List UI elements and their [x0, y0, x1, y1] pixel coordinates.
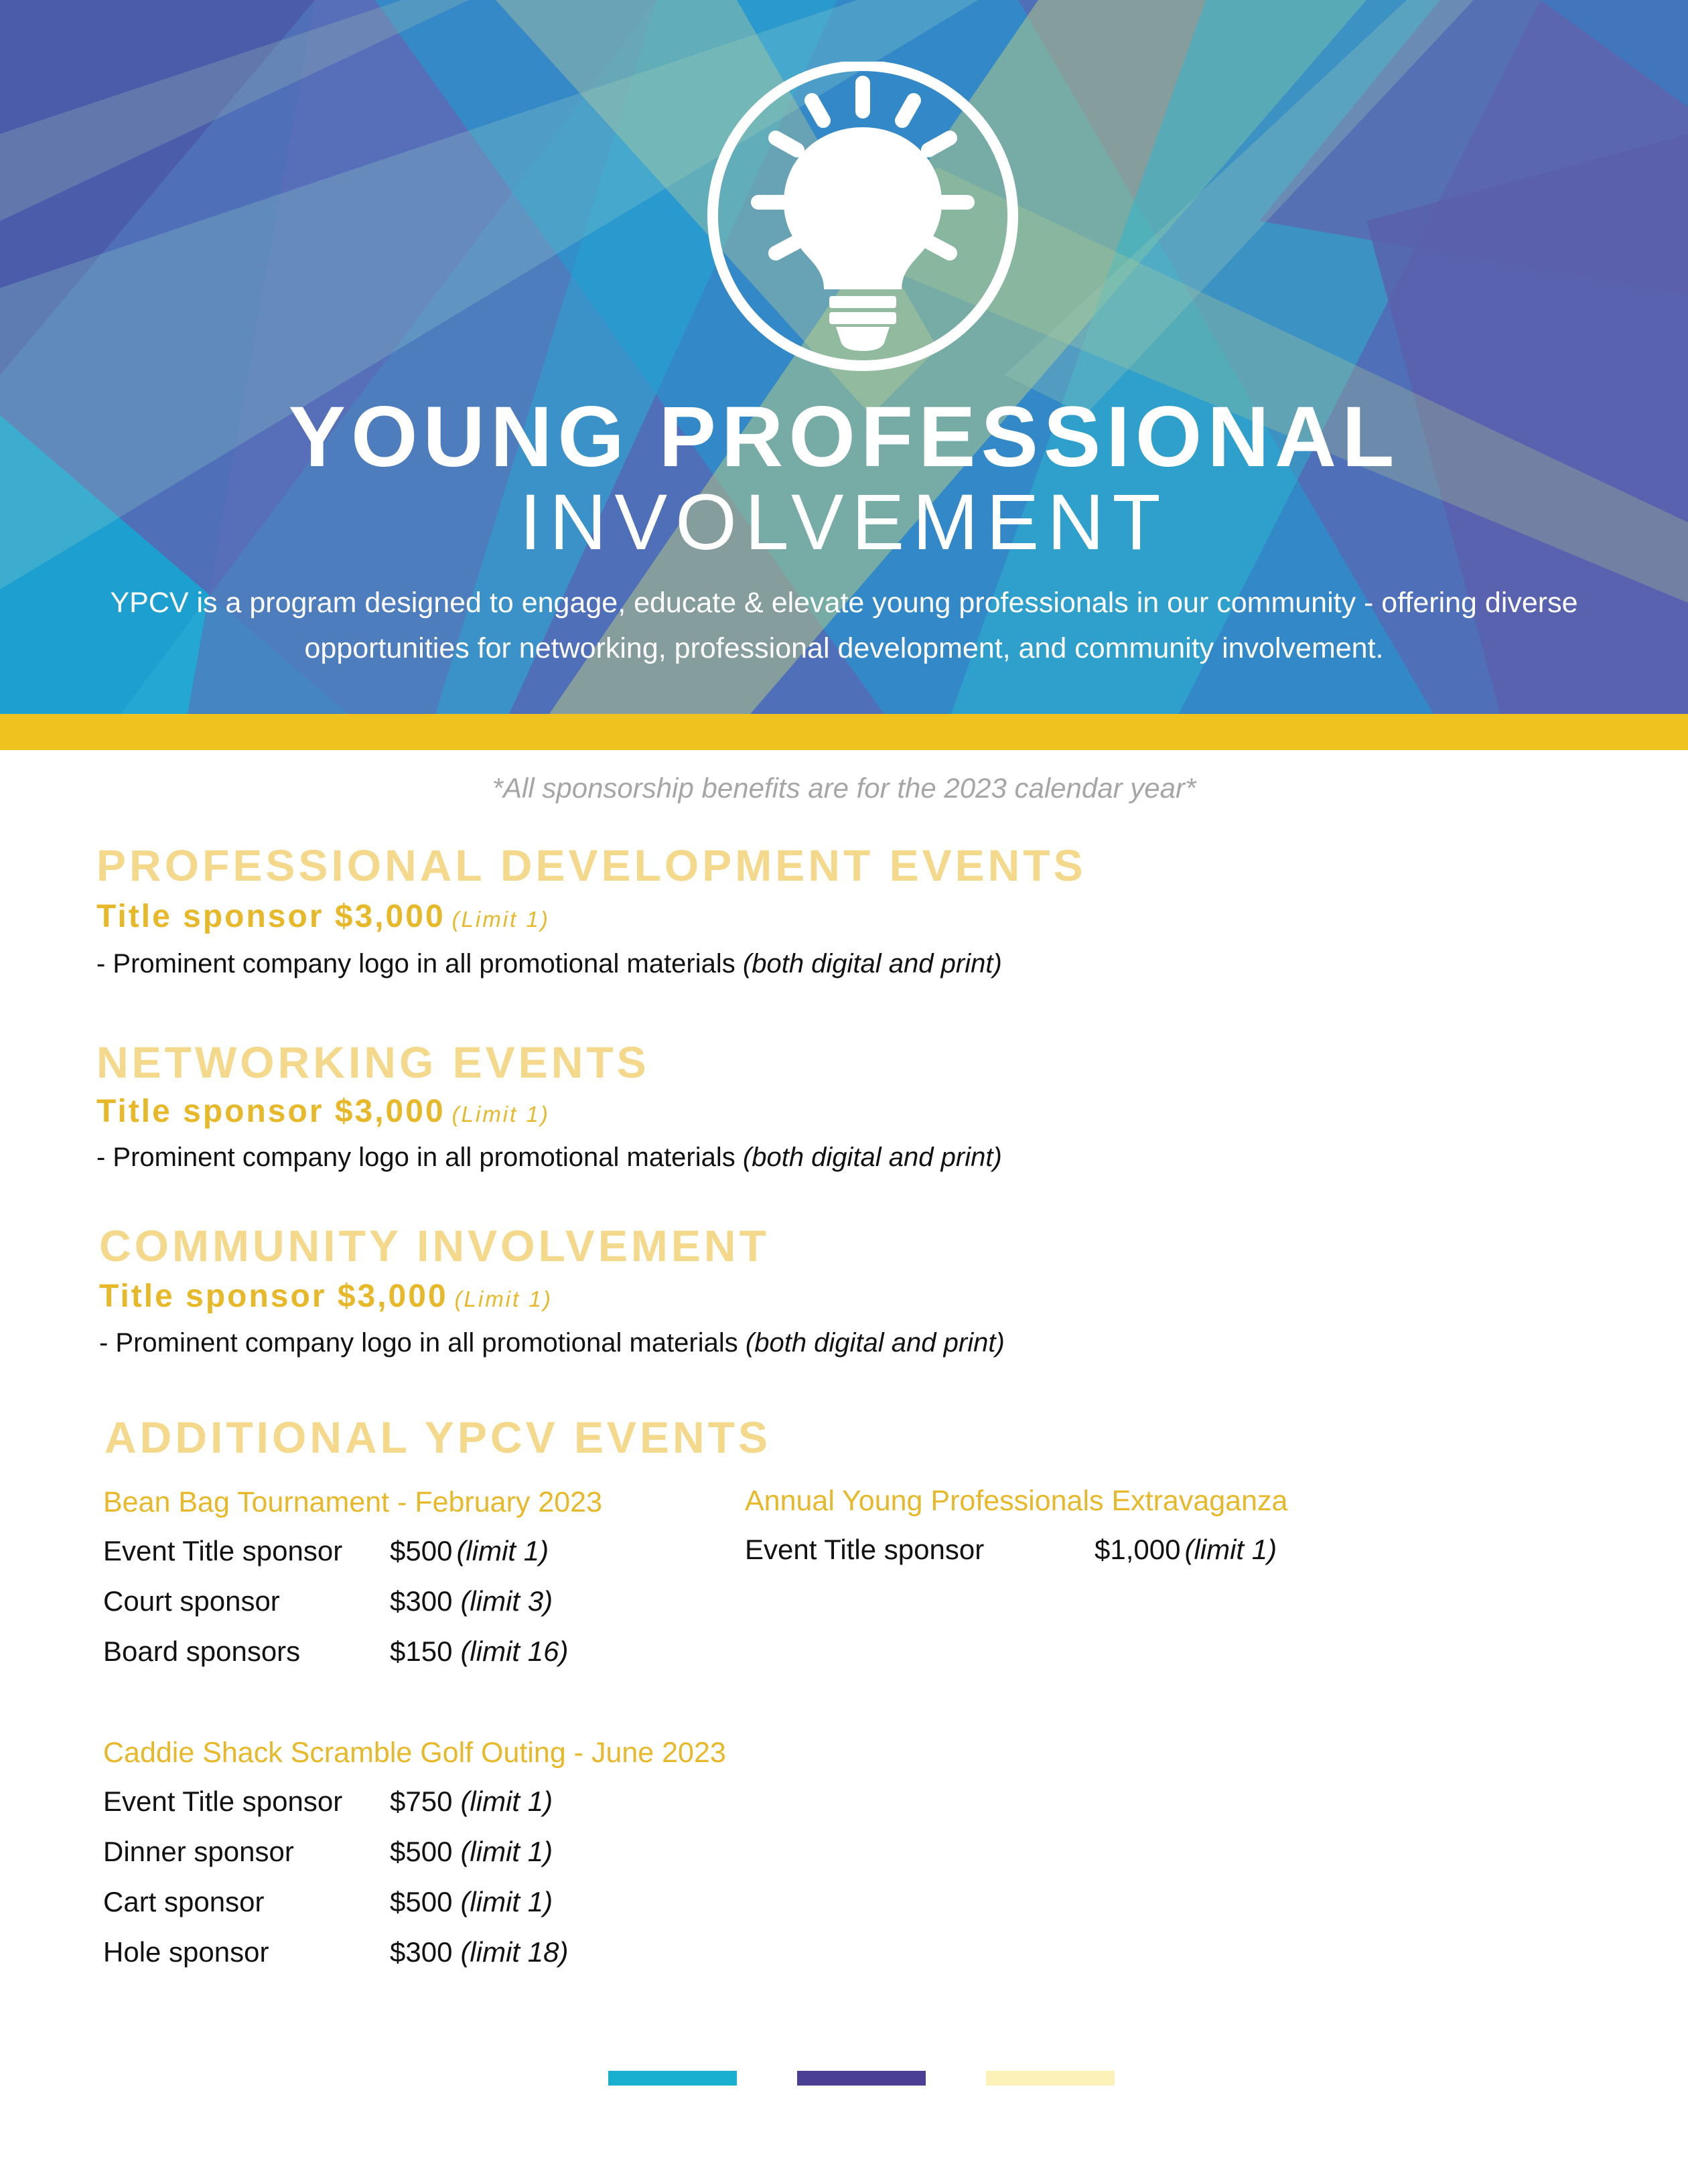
benefit-text: - Prominent company logo in all promotional materials [96, 949, 743, 978]
amount-value: $500 [390, 1836, 453, 1867]
sponsor-label: Board sponsors [103, 1635, 301, 1667]
amount-value: $150 [390, 1635, 453, 1667]
hero-title-line2: INVOLVEMENT [519, 478, 1169, 567]
section-price-professional-development [96, 897, 550, 940]
event-title-bean-bag: Bean Bag Tournament - February 2023 [103, 1486, 603, 1518]
sponsor-amount [390, 1932, 568, 1972]
event-title-golf-outing: Caddie Shack Scramble Golf Outing - June 2023 [103, 1737, 726, 1769]
benefit-text: - Prominent company logo in all promotional materials [96, 1143, 743, 1172]
sponsor-label: Dinner sponsor [103, 1836, 294, 1867]
amount-limit: (limit 1) [460, 1886, 553, 1917]
sponsor-amount [390, 1631, 568, 1672]
lightbulb-icon [702, 62, 1024, 376]
decorative-bar-cream [986, 2071, 1115, 2086]
benefit-italic: (both digital and print) [742, 949, 1002, 978]
amount-value: $750 [390, 1786, 453, 1817]
gold-divider-band [0, 714, 1688, 750]
decorative-bar-teal [608, 2071, 737, 2086]
amount-value: $1,000 [1095, 1534, 1181, 1565]
sponsor-label: Event Title sponsor [103, 1786, 343, 1817]
sponsor-label: Cart sponsor [103, 1886, 265, 1917]
benefit-italic: (both digital and print) [745, 1328, 1005, 1358]
sponsor-amount [390, 1882, 553, 1922]
amount-limit: (limit 1) [460, 1786, 553, 1817]
amount-limit: (limit 1) [460, 1836, 553, 1867]
sponsor-label: Event Title sponsor [745, 1534, 985, 1565]
sponsor-amount [390, 1581, 553, 1621]
price-limit: (Limit 1) [451, 1102, 550, 1126]
sponsorship-note: *All sponsorship benefits are for the 2023 calendar year* [492, 772, 1196, 804]
section-price-networking [96, 1092, 550, 1135]
decorative-bar-purple [797, 2071, 926, 2086]
amount-value: $300 [390, 1585, 453, 1617]
sponsor-amount [390, 1781, 553, 1822]
hero-description: YPCV is a program designed to engage, educate & elevate young professionals in our community - offering diverse opportunities for networking, professional development, and community involvement. [110, 587, 1578, 664]
amount-limit: (limit 3) [460, 1585, 553, 1617]
section-heading-additional-events: ADDITIONAL YPCV EVENTS [104, 1412, 772, 1462]
sponsor-label: Hole sponsor [103, 1936, 269, 1968]
benefit-text: - Prominent company logo in all promotional materials [99, 1328, 746, 1358]
amount-limit: (limit 18) [460, 1936, 569, 1968]
event-title-extravaganza: Annual Young Professionals Extravaganza [745, 1485, 1288, 1517]
price-text: Title sponsor $3,000 [99, 1279, 448, 1314]
section-heading-networking: NETWORKING EVENTS [96, 1037, 650, 1087]
section-heading-community-involvement: COMMUNITY INVOLVEMENT [99, 1221, 770, 1270]
benefit-italic: (both digital and print) [742, 1143, 1002, 1172]
amount-value: $300 [390, 1936, 453, 1968]
price-limit: (Limit 1) [451, 907, 550, 932]
section-benefit-networking [96, 1139, 1002, 1175]
amount-limit: (limit 1) [456, 1535, 549, 1567]
sponsor-amount [1095, 1530, 1277, 1570]
sponsor-amount [390, 1531, 549, 1571]
hero-title-line1: YOUNG PROFESSIONAL [288, 389, 1400, 485]
hero-banner [0, 0, 1688, 714]
section-benefit-community-involvement [99, 1325, 1005, 1361]
price-text: Title sponsor $3,000 [96, 899, 445, 934]
sponsor-label: Event Title sponsor [103, 1535, 343, 1567]
amount-value: $500 [390, 1886, 453, 1917]
price-limit: (Limit 1) [454, 1287, 553, 1311]
section-heading-professional-development: PROFESSIONAL DEVELOPMENT EVENTS [96, 841, 1086, 890]
amount-limit: (limit 16) [460, 1635, 569, 1667]
amount-limit: (limit 1) [1184, 1534, 1277, 1565]
sponsor-label: Court sponsor [103, 1585, 280, 1617]
sponsor-amount [390, 1832, 553, 1872]
section-benefit-professional-development [96, 946, 1002, 982]
amount-value: $500 [390, 1535, 453, 1567]
section-price-community-involvement [99, 1277, 553, 1319]
price-text: Title sponsor $3,000 [96, 1094, 445, 1129]
